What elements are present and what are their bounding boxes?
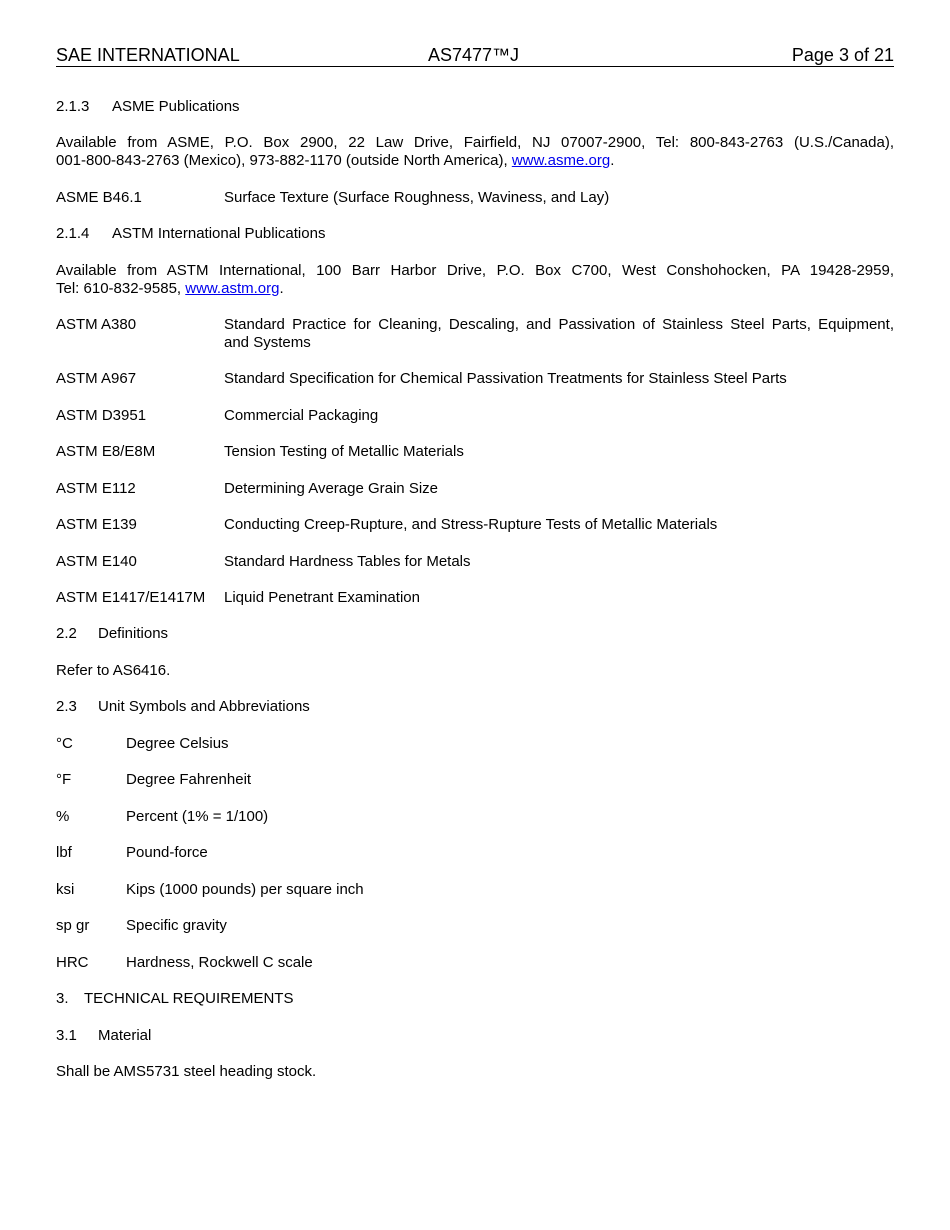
ref-code: ASTM E1417/E1417M xyxy=(56,589,206,606)
heading-number: 2.2 xyxy=(56,625,77,642)
symbol-desc: Degree Fahrenheit xyxy=(126,771,252,788)
definitions-text: Refer to AS6416. xyxy=(56,662,171,679)
ref-desc-line: Standard Practice for Cleaning, Descaling, and Passivation of Stainless Steel Parts, Equipment, xyxy=(224,316,894,333)
asme-availability-period: . xyxy=(610,152,615,169)
astm-link[interactable]: www.astm.org xyxy=(185,280,280,297)
asme-availability-text: 001-800-843-2763 (Mexico), 973-882-1170 (outside North America), xyxy=(56,152,512,169)
heading-number: 2.1.4 xyxy=(56,225,90,242)
heading-number: 3.1 xyxy=(56,1027,77,1044)
symbol-desc: Specific gravity xyxy=(126,917,227,934)
asme-link[interactable]: www.asme.org xyxy=(511,152,611,169)
ref-code: ASTM E140 xyxy=(56,553,137,570)
symbol-desc: Degree Celsius xyxy=(126,735,229,752)
ref-desc xyxy=(224,316,894,352)
heading-3-1 xyxy=(56,1027,151,1045)
asme-availability-line2 xyxy=(56,152,894,170)
ref-desc: Standard Specification for Chemical Passivation Treatments for Stainless Steel Parts xyxy=(224,370,787,387)
symbol-code: % xyxy=(56,808,70,825)
header-org: SAE INTERNATIONAL xyxy=(56,45,240,65)
symbol-code: °F xyxy=(56,771,72,788)
asme-availability-line1: Available from ASME, P.O. Box 2900, 22 Law Drive, Fairfield, NJ 07007-2900, Tel: 800-843-2763 (U.S./Canada), xyxy=(56,134,894,151)
asme-availability xyxy=(56,134,894,170)
astm-availability-text: Tel: 610-832-9585, xyxy=(56,280,186,297)
symbol-desc: Percent (1% = 1/100) xyxy=(126,808,269,825)
symbol-code: ksi xyxy=(56,881,75,898)
astm-availability-period: . xyxy=(279,280,284,297)
ref-desc: Commercial Packaging xyxy=(224,407,379,424)
material-text: Shall be AMS5731 steel heading stock. xyxy=(56,1063,317,1080)
astm-availability-line1: Available from ASTM International, 100 Barr Harbor Drive, P.O. Box C700, West Conshohocken, PA 19428-2959, xyxy=(56,262,894,279)
symbol-desc: Pound-force xyxy=(126,844,208,861)
ref-code: ASME B46.1 xyxy=(56,189,142,206)
heading-title: ASME Publications xyxy=(112,98,240,115)
ref-code: ASTM A380 xyxy=(56,316,137,333)
ref-desc: Standard Hardness Tables for Metals xyxy=(224,553,471,570)
header-doc-id: AS7477™J xyxy=(428,45,520,65)
heading-title: TECHNICAL REQUIREMENTS xyxy=(84,990,294,1007)
astm-availability xyxy=(56,262,894,298)
heading-title: Unit Symbols and Abbreviations xyxy=(98,698,310,715)
symbol-code: °C xyxy=(56,735,73,752)
heading-number: 2.3 xyxy=(56,698,77,715)
heading-number: 3. xyxy=(56,990,69,1007)
heading-2-3 xyxy=(56,698,310,716)
ref-desc: Determining Average Grain Size xyxy=(224,480,438,497)
ref-desc-line: and Systems xyxy=(224,334,311,351)
ref-code: ASTM A967 xyxy=(56,370,137,387)
symbol-desc: Kips (1000 pounds) per square inch xyxy=(126,881,364,898)
ref-code: ASTM E8/E8M xyxy=(56,443,156,460)
symbol-desc: Hardness, Rockwell C scale xyxy=(126,954,313,971)
heading-2-1-4 xyxy=(56,225,325,243)
ref-code: ASTM E112 xyxy=(56,480,136,497)
heading-title: Definitions xyxy=(98,625,169,642)
heading-2-2 xyxy=(56,625,168,643)
heading-title: ASTM International Publications xyxy=(112,225,326,242)
ref-code: ASTM E139 xyxy=(56,516,137,533)
ref-desc: Surface Texture (Surface Roughness, Waviness, and Lay) xyxy=(224,189,610,206)
symbol-code: sp gr xyxy=(56,917,90,934)
page-header xyxy=(56,44,894,67)
ref-desc: Tension Testing of Metallic Materials xyxy=(224,443,464,460)
astm-availability-line2 xyxy=(56,280,894,298)
heading-title: Material xyxy=(98,1027,152,1044)
ref-desc: Liquid Penetrant Examination xyxy=(224,589,420,606)
heading-3 xyxy=(56,990,293,1008)
symbol-code: HRC xyxy=(56,954,89,971)
symbol-code: lbf xyxy=(56,844,72,861)
ref-code: ASTM D3951 xyxy=(56,407,147,424)
heading-2-1-3 xyxy=(56,98,240,116)
heading-number: 2.1.3 xyxy=(56,98,90,115)
header-page-number: Page 3 of 21 xyxy=(791,45,894,65)
ref-desc: Conducting Creep-Rupture, and Stress-Rupture Tests of Metallic Materials xyxy=(224,516,718,533)
